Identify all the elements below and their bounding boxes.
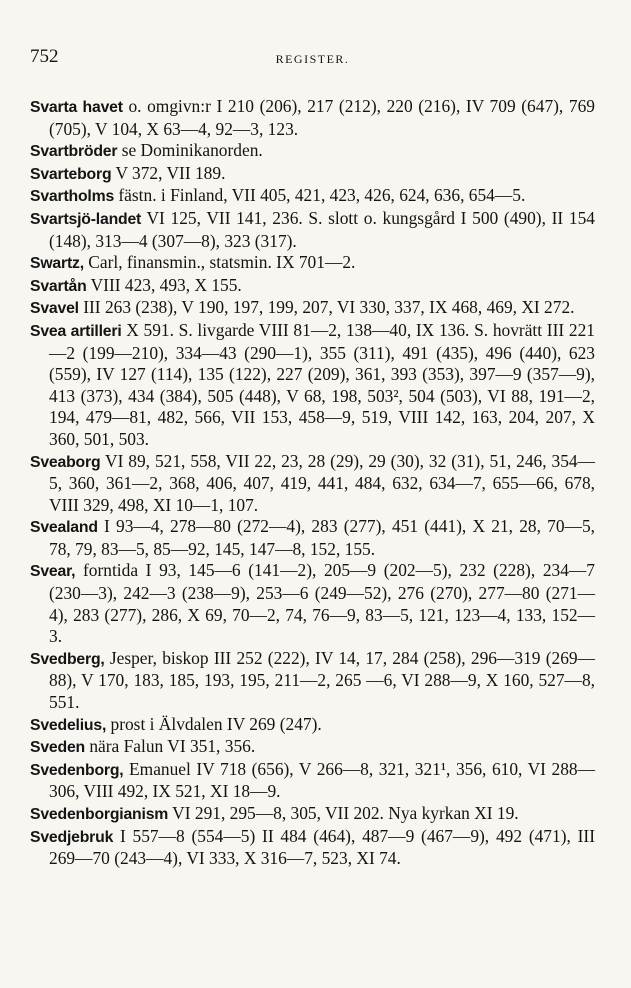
entry-references: prost i Älvdalen IV 269 (247).: [106, 713, 322, 734]
entry-headword: Svedenborg,: [30, 761, 124, 779]
index-entry: [30, 803, 595, 826]
entry-references: o. omgivn:r I 210 (206), 217 (212), 220 (216), IV 709 (647), 769 (705), V 104, X 63—4, 92—3, 123.: [49, 96, 595, 139]
entry-headword: Svartbröder: [30, 143, 118, 161]
running-head: REGISTER.: [275, 52, 350, 66]
index-entry: [30, 185, 595, 208]
entry-references: I 557—8 (554—5) II 484 (464), 487—9 (467—9), 492 (471), III 269—70 (243—4), VI 333, X 316—7, 523, XI 74.: [49, 825, 595, 869]
index-entry: [30, 140, 595, 163]
entry-references: I 93—4, 278—80 (272—4), 283 (277), 451 (441), X 21, 28, 70—5, 78, 79, 83—5, 85—92, 145, 147—8, 152, 155.: [49, 516, 595, 559]
entry-headword: Svear,: [30, 563, 76, 581]
entry-references: nära Falun VI 351, 356.: [85, 736, 256, 757]
entry-headword: Svea artilleri: [30, 322, 122, 340]
entry-headword: Svartån: [30, 277, 87, 295]
index-entry: [30, 96, 595, 140]
entry-headword: Svarteborg: [30, 165, 112, 183]
index-entry: [30, 826, 595, 870]
entry-headword: Svartsjö-landet: [30, 210, 142, 228]
entry-headword: Svavel: [30, 300, 79, 318]
index-entry: [30, 275, 595, 298]
entry-headword: Svartholms: [30, 188, 115, 206]
index-entry: [30, 451, 595, 517]
entry-references: fästn. i Finland, VII 405, 421, 423, 426, 624, 636, 654—5.: [114, 185, 526, 206]
entry-headword: Svedberg,: [30, 650, 105, 668]
index-entries: [30, 96, 595, 870]
entry-references: se Dominikanorden.: [117, 140, 263, 161]
page-header: [30, 46, 595, 72]
entry-headword: Sveden: [30, 739, 85, 757]
index-entry: [30, 516, 595, 560]
index-entry: [30, 320, 595, 451]
entry-references: III 263 (238), V 190, 197, 199, 207, VI 330, 337, IX 468, 469, XI 272.: [78, 297, 575, 318]
entry-references: VIII 423, 493, X 155.: [86, 274, 242, 295]
entry-references: Emanuel IV 718 (656), V 266—8, 321, 321¹, 356, 610, VI 288—306, VIII 492, IX 521, XI 18—9.: [49, 758, 595, 802]
index-entry: [30, 252, 595, 275]
entry-references: VI 291, 295—8, 305, VII 202. Nya kyrkan XI 19.: [168, 803, 519, 823]
entry-references: X 591. S. livgarde VIII 81—2, 138—40, IX 136. S. hovrätt III 221—2 (199—210), 334—43 (290—1), 355 (311), 491 (435), 496 (440), 623 (559), IV 127 (114), 135 (122), 227 (209), 361, 393 (353), 397—9 (357—9), 413 (373), 434 (384), 505 (448), V 68, 198, 503², 504 (503), VI 88, 191—2, 194, 479—81, 482, 566, VII 153, 458—9, 519, VIII 142, 163, 204, 207, X 360, 501, 503.: [49, 319, 595, 449]
index-entry: [30, 759, 595, 803]
entry-headword: Svedenborgianism: [30, 806, 169, 823]
entry-references: Carl, finansmin., statsmin. IX 701—2.: [83, 252, 356, 273]
entry-headword: Svedelius,: [30, 716, 107, 734]
entry-headword: Svedjebruk: [30, 828, 114, 846]
entry-references: forntida I 93, 145—6 (141—2), 205—9 (202—5), 232 (228), 234—7 (230—3), 242—3 (238—9), 253—6 (249—52), 276 (270), 277—80 (271—4), 283 (277), 286, X 69, 70—2, 74, 76—9, 83—5, 121, 123—4, 133, 152—3.: [49, 560, 595, 647]
entry-headword: Sveaborg: [30, 453, 101, 471]
entry-headword: Swartz,: [30, 255, 84, 273]
entry-references: V 372, VII 189.: [111, 162, 226, 183]
index-entry: [30, 163, 595, 186]
index-entry: [30, 648, 595, 714]
entry-references: VI 125, VII 141, 236. S. slott o. kungsgård I 500 (490), II 154 (148), 313—4 (307—8), 323 (317).: [49, 207, 595, 251]
index-entry: [30, 297, 595, 320]
index-entry: [30, 208, 595, 252]
index-entry: [30, 736, 595, 759]
entry-headword: Svealand: [30, 519, 98, 537]
entry-headword: Svarta havet: [30, 99, 123, 116]
entry-references: VI 89, 521, 558, VII 22, 23, 28 (29), 29 (30), 32 (31), 51, 246, 354—5, 360, 361—2, 368, 406, 407, 419, 441, 484, 632, 634—7, 655—66, 678, VIII 329, 498, XI 10—1, 107.: [49, 450, 595, 515]
entry-references: Jesper, biskop III 252 (222), IV 14, 17, 284 (258), 296—319 (269—88), V 170, 183, 185, 193, 195, 211—2, 265 —6, VI 288—9, X 160, 527—8, 551.: [49, 647, 595, 713]
index-entry: [30, 714, 595, 737]
page-number: 752: [30, 46, 59, 67]
index-entry: [30, 560, 595, 647]
